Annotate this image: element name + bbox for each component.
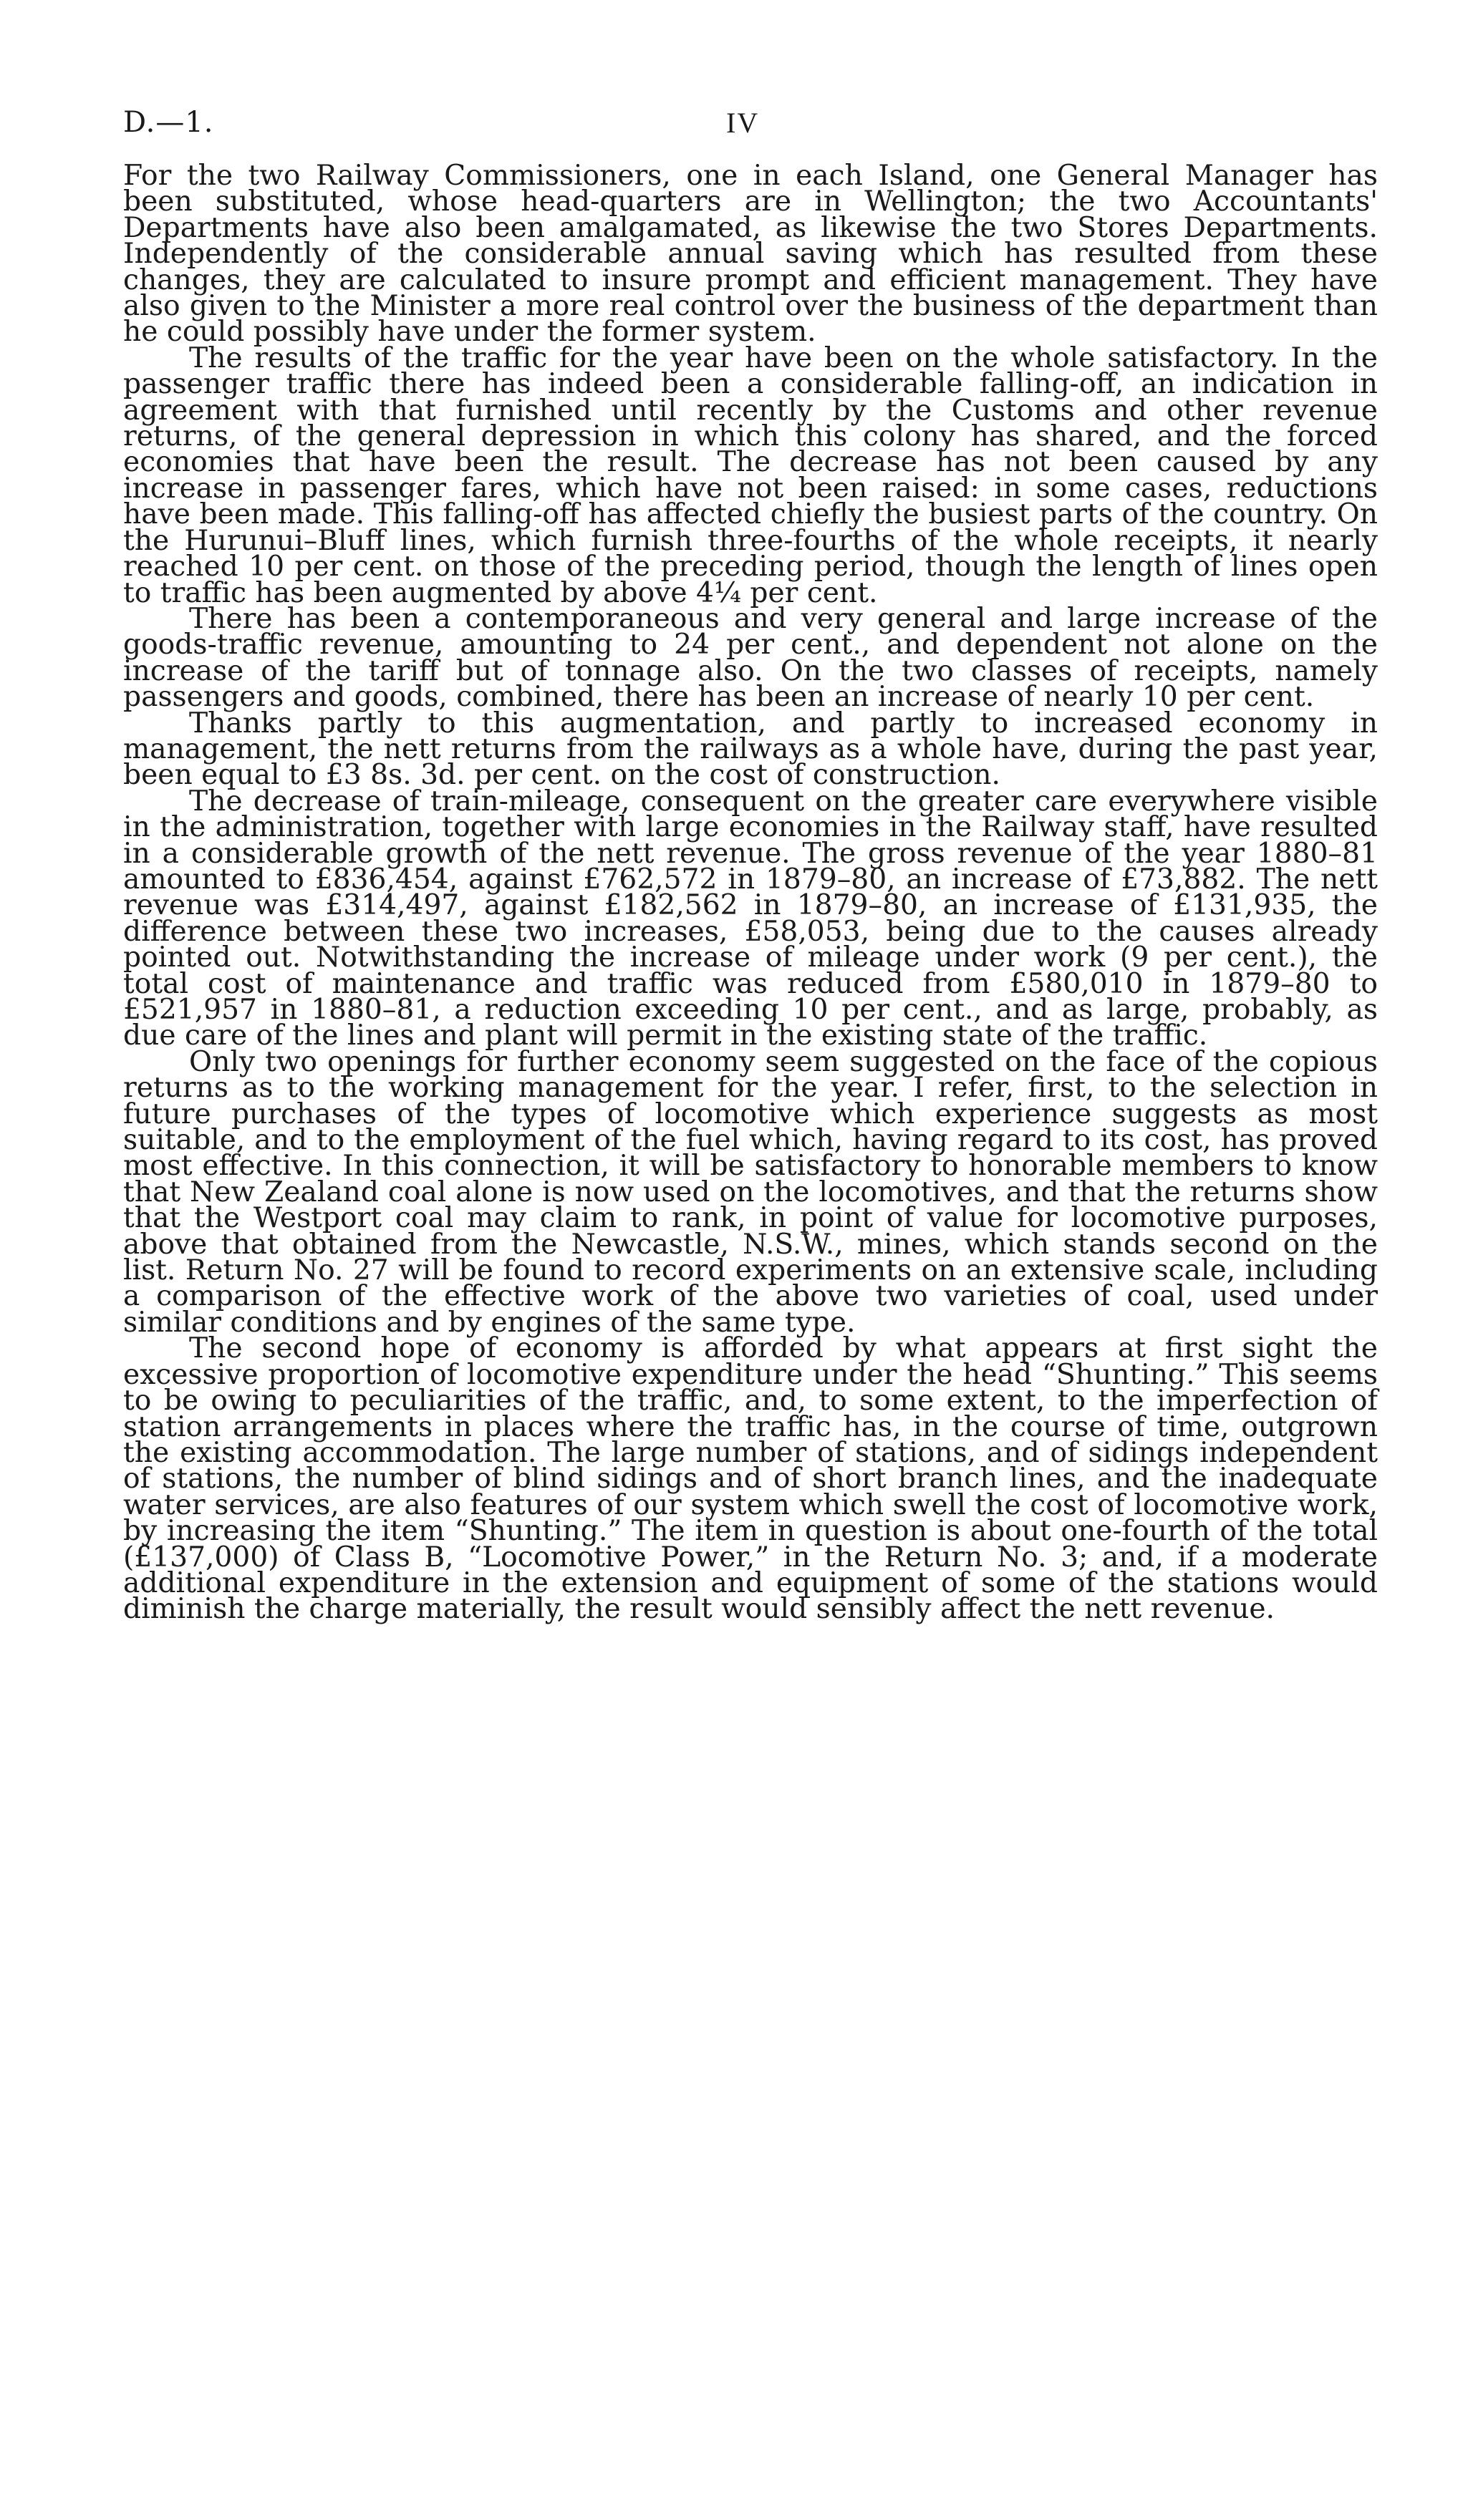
paragraph-traffic-results: The results of the traffic for the year have been on the whole satisfactory. In the passenger traffic there has indeed been a considerable falling-off, an indication in agreement with that furnished until recently by the Customs and other revenue returns, of the general depression in which this colony has shared, and the forced economies that have been the result. The decrease has not been caused by any increase in passenger fares, which have not been raised: in some cases, reductions have been made. This falling-off has affected chiefly the busiest parts of the country. On the Hurunui–Bluff lines, which furnish three-fourths of the whole receipts, it nearly reached 10 per cent. on those of the preceding period, though the length of lines open to traffic has been augmented by above 4¼ per cent.: [123, 341, 1378, 609]
paragraph-shunting: The second hope of economy is afforded by what appears at first sight the excessive proportion of locomotive expenditure under the head “Shunting.” This seems to be owing to peculiarities of the traffic, and, to some extent, to the imperfection of station arrangements in places where the traffic has, in the course of time, outgrown the existing accommodation. The large number of stations, and of sidings independent of stations, the number of blind sidings and of short branch lines, and the inadequate water services, are also features of our system which swell the cost of locomotive work, by increasing the item “Shunting.” The item in question is about one-fourth of the total (£137,000) of Class B, “Locomotive Power,” in the Return No. 3; and, if a moderate additional expenditure in the extension and equipment of some of the stations would diminish the charge materially, the result would sensibly affect the nett revenue.: [123, 1332, 1378, 1626]
paragraph-commissioners: For the two Railway Commissioners, one in each Island, one General Manager has been substituted, whose head-quarters are in Wellington; the two Accountants' Departments have also been amalgamated, as likewise the two Stores Departments. Independently of the considerable annual saving which has resulted from these changes, they are calculated to insure prompt and efficient management. They have also given to the Minister a more real control over the business of the department than he could possibly have under the former system.: [123, 160, 1378, 349]
body-text: [123, 160, 1378, 1626]
page-number: IV: [726, 107, 760, 139]
paragraph-economy-locomotives: Only two openings for further economy seem suggested on the face of the copious returns as to the working management for the year. I refer, first, to the selection in future purchases of the types of locomotive which experience suggests as most suitable, and to the employment of the fuel which, having regard to its cost, has proved most effective. In this connection, it will be satisfactory to honorable members to know that New Zealand coal alone is now used on the locomotives, and that the returns show that the Westport coal may claim to rank, in point of value for locomotive purposes, above that obtained from the Newcastle, N.S.W., mines, which stands second on the list. Return No. 27 will be found to record experiments on an extensive scale, including a comparison of the effective work of the above two varieties of coal, used under similar conditions and by engines of the same type.: [123, 1045, 1378, 1339]
paragraph-nett-returns: Thanks partly to this augmentation, and partly to increased economy in management, the nett returns from the railways as a whole have, during the past year, been equal to £3 8s. 3d. per cent. on the cost of construction.: [123, 707, 1378, 792]
page-header: [123, 106, 1340, 149]
paragraph-goods-traffic: There has been a contemporaneous and very general and large increase of the goods-traffic revenue, amounting to 24 per cent., and dependent not alone on the increase of the tariff but of tonnage also. On the two classes of receipts, namely passengers and goods, combined, there has been an increase of nearly 10 per cent.: [123, 602, 1378, 714]
paragraph-train-mileage: The decrease of train-mileage, consequent on the greater care everywhere visible in the administration, together with large economies in the Railway staff, have resulted in a considerable growth of the nett revenue. The gross revenue of the year 1880–81 amounted to £836,454, against £762,572 in 1879–80, an increase of £73,882. The nett revenue was £314,497, against £182,562 in 1879–80, an increase of £131,935, the difference between these two increases, £58,053, being due to the causes already pointed out. Notwithstanding the increase of mileage under work (9 per cent.), the total cost of maintenance and traffic was reduced from £580,010 in 1879–80 to £521,957 in 1880–81, a reduction exceeding 10 per cent., and as large, probably, as due care of the lines and plant will permit in the existing state of the traffic.: [123, 785, 1378, 1052]
document-reference: D.—1.: [123, 106, 214, 139]
